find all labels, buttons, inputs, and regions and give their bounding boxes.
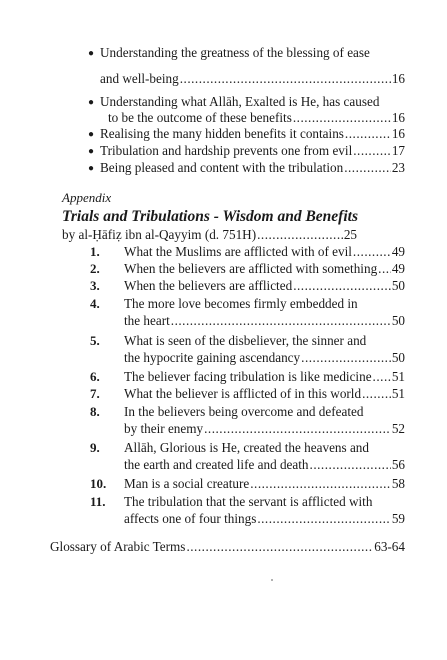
page-number: 49 xyxy=(391,261,405,276)
bullet-icon: ● xyxy=(88,129,95,140)
toc-entry[interactable] xyxy=(124,313,405,329)
toc-entry[interactable] xyxy=(124,476,405,492)
toc-entry-text: In the believers being overcome and defeated xyxy=(124,404,364,419)
appendix-title: Trials and Tribulations - Wisdom and Benefits xyxy=(62,208,358,225)
page-number: 50 xyxy=(391,278,405,293)
item-number: 7. xyxy=(90,386,100,401)
page-number: 25 xyxy=(343,227,357,242)
toc-entry-text: the heart xyxy=(124,313,170,328)
page-number: 58 xyxy=(391,476,405,491)
page-number: 56 xyxy=(391,457,405,472)
toc-entry-text: and well-being xyxy=(100,71,179,86)
page-number: 51 xyxy=(391,386,405,401)
item-number: 9. xyxy=(90,440,100,455)
item-number: 2. xyxy=(90,261,100,276)
toc-entry-text: the earth and created life and death xyxy=(124,457,309,472)
dot-leader xyxy=(293,278,391,294)
glossary-label: Glossary of Arabic Terms xyxy=(50,539,186,554)
toc-entry-text: The believer facing tribulation is like medicine xyxy=(124,369,372,384)
page-number: 23 xyxy=(391,160,405,175)
page-number: 50 xyxy=(391,350,405,365)
toc-entry[interactable] xyxy=(124,457,405,473)
dot-leader xyxy=(310,457,391,473)
page-number: 52 xyxy=(391,421,405,436)
page-number: 16 xyxy=(391,110,405,125)
toc-entry[interactable] xyxy=(124,261,405,277)
page-number: 51 xyxy=(391,369,405,384)
toc-entry-text: Being pleased and content with the tribulation xyxy=(100,160,344,175)
dot-leader xyxy=(171,313,391,329)
page-number: 16 xyxy=(391,71,405,86)
appendix-label: Appendix xyxy=(62,190,112,205)
toc-entry[interactable] xyxy=(100,143,405,159)
print-speck xyxy=(271,579,273,581)
dot-leader xyxy=(250,476,391,492)
toc-entry-text: What is seen of the disbeliever, the sinner and xyxy=(124,333,367,348)
item-number: 8. xyxy=(90,404,100,419)
toc-entry-text: When the believers are afflicted with something xyxy=(124,261,378,276)
dot-leader xyxy=(180,71,391,87)
toc-entry[interactable] xyxy=(62,227,357,243)
toc-entry-text: Understanding what Allāh, Exalted is He, has caused xyxy=(100,94,380,109)
dot-leader xyxy=(186,539,373,555)
toc-entry-text: to be the outcome of these benefits xyxy=(108,110,292,125)
toc-entry-text: What the Muslims are afflicted with of evil xyxy=(124,244,352,259)
dot-leader xyxy=(293,110,391,126)
toc-entry-text: The more love becomes firmly embedded in xyxy=(124,296,358,311)
item-number: 10. xyxy=(90,476,107,491)
page-number: 17 xyxy=(391,143,405,158)
bullet-icon: ● xyxy=(88,146,95,157)
toc-entry[interactable] xyxy=(124,511,405,527)
item-number: 6. xyxy=(90,369,100,384)
toc-entry[interactable] xyxy=(124,421,405,437)
toc-entry[interactable] xyxy=(124,278,405,294)
toc-entry-text: Allāh, Glorious is He, created the heavens and xyxy=(124,440,369,455)
toc-entry-text: by their enemy xyxy=(124,421,204,436)
dot-leader xyxy=(362,386,391,402)
toc-entry-text: affects one of four things xyxy=(124,511,257,526)
toc-entry-text: The tribulation that the servant is afflicted with xyxy=(124,494,373,509)
toc-entry[interactable] xyxy=(100,160,405,176)
dot-leader xyxy=(353,143,391,159)
bullet-icon: ● xyxy=(88,163,95,174)
dot-leader xyxy=(257,227,343,243)
dot-leader xyxy=(257,511,390,527)
toc-entry[interactable] xyxy=(50,539,405,555)
toc-entry[interactable] xyxy=(108,110,405,126)
dot-leader xyxy=(301,350,391,366)
toc-entry-text: Tribulation and hardship prevents one from evil xyxy=(100,143,353,158)
item-number: 1. xyxy=(90,244,100,259)
page-number: 59 xyxy=(391,511,405,526)
toc-entry[interactable] xyxy=(124,350,405,366)
bullet-icon: ● xyxy=(88,97,95,108)
item-number: 3. xyxy=(90,278,100,293)
toc-entry[interactable] xyxy=(100,126,405,142)
item-number: 5. xyxy=(90,333,100,348)
page-number: 63-64 xyxy=(374,539,405,554)
item-number: 11. xyxy=(90,494,106,509)
appendix-byline: by al-Ḥāfiẓ ibn al-Qayyim (d. 751H) xyxy=(62,227,257,242)
toc-entry-text: Understanding the greatness of the blessing of ease xyxy=(100,45,370,60)
toc-entry[interactable] xyxy=(124,369,405,385)
toc-entry[interactable] xyxy=(124,244,405,260)
dot-leader xyxy=(344,160,391,176)
toc-entry-text: Man is a social creature xyxy=(124,476,250,491)
dot-leader xyxy=(204,421,391,437)
page-number: 49 xyxy=(391,244,405,259)
toc-entry-text: the hypocrite gaining ascendancy xyxy=(124,350,301,365)
dot-leader xyxy=(353,244,391,260)
dot-leader xyxy=(378,261,391,277)
dot-leader xyxy=(345,126,391,142)
dot-leader xyxy=(373,369,391,385)
toc-entry[interactable] xyxy=(124,386,405,402)
bullet-icon: ● xyxy=(88,48,95,59)
item-number: 4. xyxy=(90,296,100,311)
toc-entry-text: Realising the many hidden benefits it contains xyxy=(100,126,344,141)
toc-entry-text: What the believer is afflicted of in this world xyxy=(124,386,362,401)
toc-entry[interactable] xyxy=(100,71,405,87)
toc-entry-text: When the believers are afflicted xyxy=(124,278,293,293)
page-number: 50 xyxy=(391,313,405,328)
page-number: 16 xyxy=(391,126,405,141)
